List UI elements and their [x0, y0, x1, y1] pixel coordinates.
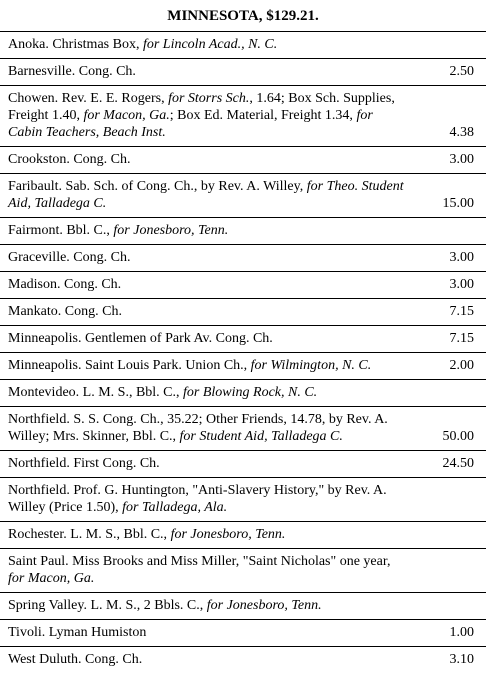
donation-amount	[408, 549, 486, 593]
donations-table-body	[0, 32, 486, 674]
donor-text: Fairmont. Bbl. C.,	[8, 223, 114, 238]
donation-description	[0, 647, 408, 674]
donation-row	[0, 593, 486, 620]
donation-row	[0, 147, 486, 174]
designation-text: for Storrs Sch.	[168, 91, 250, 106]
donation-row	[0, 451, 486, 478]
designation-text: for Jonesboro, Tenn.	[170, 527, 286, 542]
donation-description	[0, 620, 408, 647]
designation-text: for Macon, Ga.	[83, 108, 170, 123]
donation-row	[0, 218, 486, 245]
designation-text: for Student Aid, Talladega C.	[179, 429, 343, 444]
donation-description	[0, 407, 408, 451]
donor-text: Minneapolis. Saint Louis Park. Union Ch.,	[8, 358, 251, 373]
donation-amount: 7.15	[408, 299, 486, 326]
designation-text: for Wilmington, N. C.	[250, 358, 372, 373]
donor-text: Rochester. L. M. S., Bbl. C.,	[8, 527, 171, 542]
donation-amount: 3.10	[408, 647, 486, 674]
donation-description	[0, 451, 408, 478]
donation-row	[0, 86, 486, 147]
designation-text: for Blowing Rock, N. C.	[183, 385, 318, 400]
donor-text: Saint Paul. Miss Brooks and Miss Miller, "Saint Nicholas" one year,	[8, 554, 391, 569]
donor-text: Barnesville. Cong. Ch.	[8, 64, 136, 79]
donation-amount: 7.15	[408, 326, 486, 353]
donor-text: Mankato. Cong. Ch.	[8, 304, 122, 319]
donation-description	[0, 174, 408, 218]
donation-amount: 3.00	[408, 147, 486, 174]
donation-row	[0, 59, 486, 86]
designation-text: for Theo. Student Aid, Talladega C.	[8, 179, 404, 211]
donation-row	[0, 620, 486, 647]
donor-text: Northfield. S. S. Cong. Ch., 35.22; Other Friends, 14.78, by Rev. A. Willey; Mrs. Skinner, Bbl. C.,	[8, 412, 388, 444]
donor-text: Graceville. Cong. Ch.	[8, 250, 131, 265]
donation-description	[0, 478, 408, 522]
donor-text: Northfield. Prof. G. Huntington, "Anti-Slavery History," by Rev. A. Willey (Price 1.50),	[8, 483, 387, 515]
donation-amount	[408, 593, 486, 620]
donation-description	[0, 353, 408, 380]
donor-text: Spring Valley. L. M. S., 2 Bbls. C.,	[8, 598, 207, 613]
donation-amount: 1.00	[408, 620, 486, 647]
donor-text: Minneapolis. Gentlemen of Park Av. Cong. Ch.	[8, 331, 273, 346]
donation-description	[0, 549, 408, 593]
donor-text: Chowen. Rev. E. E. Rogers,	[8, 91, 169, 106]
donation-amount: 15.00	[408, 174, 486, 218]
section-heading: MINNESOTA, $129.21.	[167, 8, 319, 24]
donation-description	[0, 522, 408, 549]
donation-row	[0, 478, 486, 522]
donation-row	[0, 326, 486, 353]
designation-text: for Cabin Teachers, Beach Inst.	[8, 108, 373, 140]
donation-amount: 2.00	[408, 353, 486, 380]
donation-row	[0, 549, 486, 593]
designation-text: for Jonesboro, Tenn.	[113, 223, 229, 238]
donation-description	[0, 272, 408, 299]
designation-text: for Talladega, Ala.	[122, 500, 228, 515]
donation-row	[0, 174, 486, 218]
designation-text: for Jonesboro, Tenn.	[206, 598, 322, 613]
donation-row	[0, 407, 486, 451]
donation-description	[0, 32, 408, 59]
donation-amount	[408, 32, 486, 59]
donor-text: Montevideo. L. M. S., Bbl. C.,	[8, 385, 184, 400]
designation-text: for Macon, Ga.	[8, 571, 95, 586]
designation-text: for Lincoln Acad., N. C.	[142, 37, 278, 52]
donation-description	[0, 147, 408, 174]
donor-text: Madison. Cong. Ch.	[8, 277, 122, 292]
donation-row	[0, 32, 486, 59]
donor-text: Tivoli. Lyman Humiston	[8, 625, 147, 640]
donor-text: Northfield. First Cong. Ch.	[8, 456, 160, 471]
donation-description	[0, 86, 408, 147]
donation-row	[0, 522, 486, 549]
donation-description	[0, 380, 408, 407]
donation-description	[0, 593, 408, 620]
donation-amount: 2.50	[408, 59, 486, 86]
donation-row	[0, 380, 486, 407]
donation-description	[0, 326, 408, 353]
donor-text: Faribault. Sab. Sch. of Cong. Ch., by Rev. A. Willey,	[8, 179, 307, 194]
donation-row	[0, 245, 486, 272]
donation-description	[0, 245, 408, 272]
donation-row	[0, 647, 486, 674]
donation-description	[0, 299, 408, 326]
donor-text: Crookston. Cong. Ch.	[8, 152, 131, 167]
donation-amount: 4.38	[408, 86, 486, 147]
donation-amount	[408, 218, 486, 245]
donation-amount: 50.00	[408, 407, 486, 451]
donations-table	[0, 31, 486, 673]
donation-amount	[408, 522, 486, 549]
donation-description	[0, 218, 408, 245]
donation-amount	[408, 380, 486, 407]
donation-description	[0, 59, 408, 86]
donation-amount: 3.00	[408, 272, 486, 299]
donor-text: Anoka. Christmas Box,	[8, 37, 143, 52]
donor-text: West Duluth. Cong. Ch.	[8, 652, 143, 667]
donation-row	[0, 299, 486, 326]
donation-amount: 3.00	[408, 245, 486, 272]
donation-amount: 24.50	[408, 451, 486, 478]
donation-row	[0, 353, 486, 380]
donation-row	[0, 272, 486, 299]
donation-amount	[408, 478, 486, 522]
donor-text: ; Box Ed. Material, Freight 1.34,	[169, 108, 357, 123]
donor-text: , 1.64; Box Sch. Supplies, Freight 1.40,	[8, 91, 395, 123]
